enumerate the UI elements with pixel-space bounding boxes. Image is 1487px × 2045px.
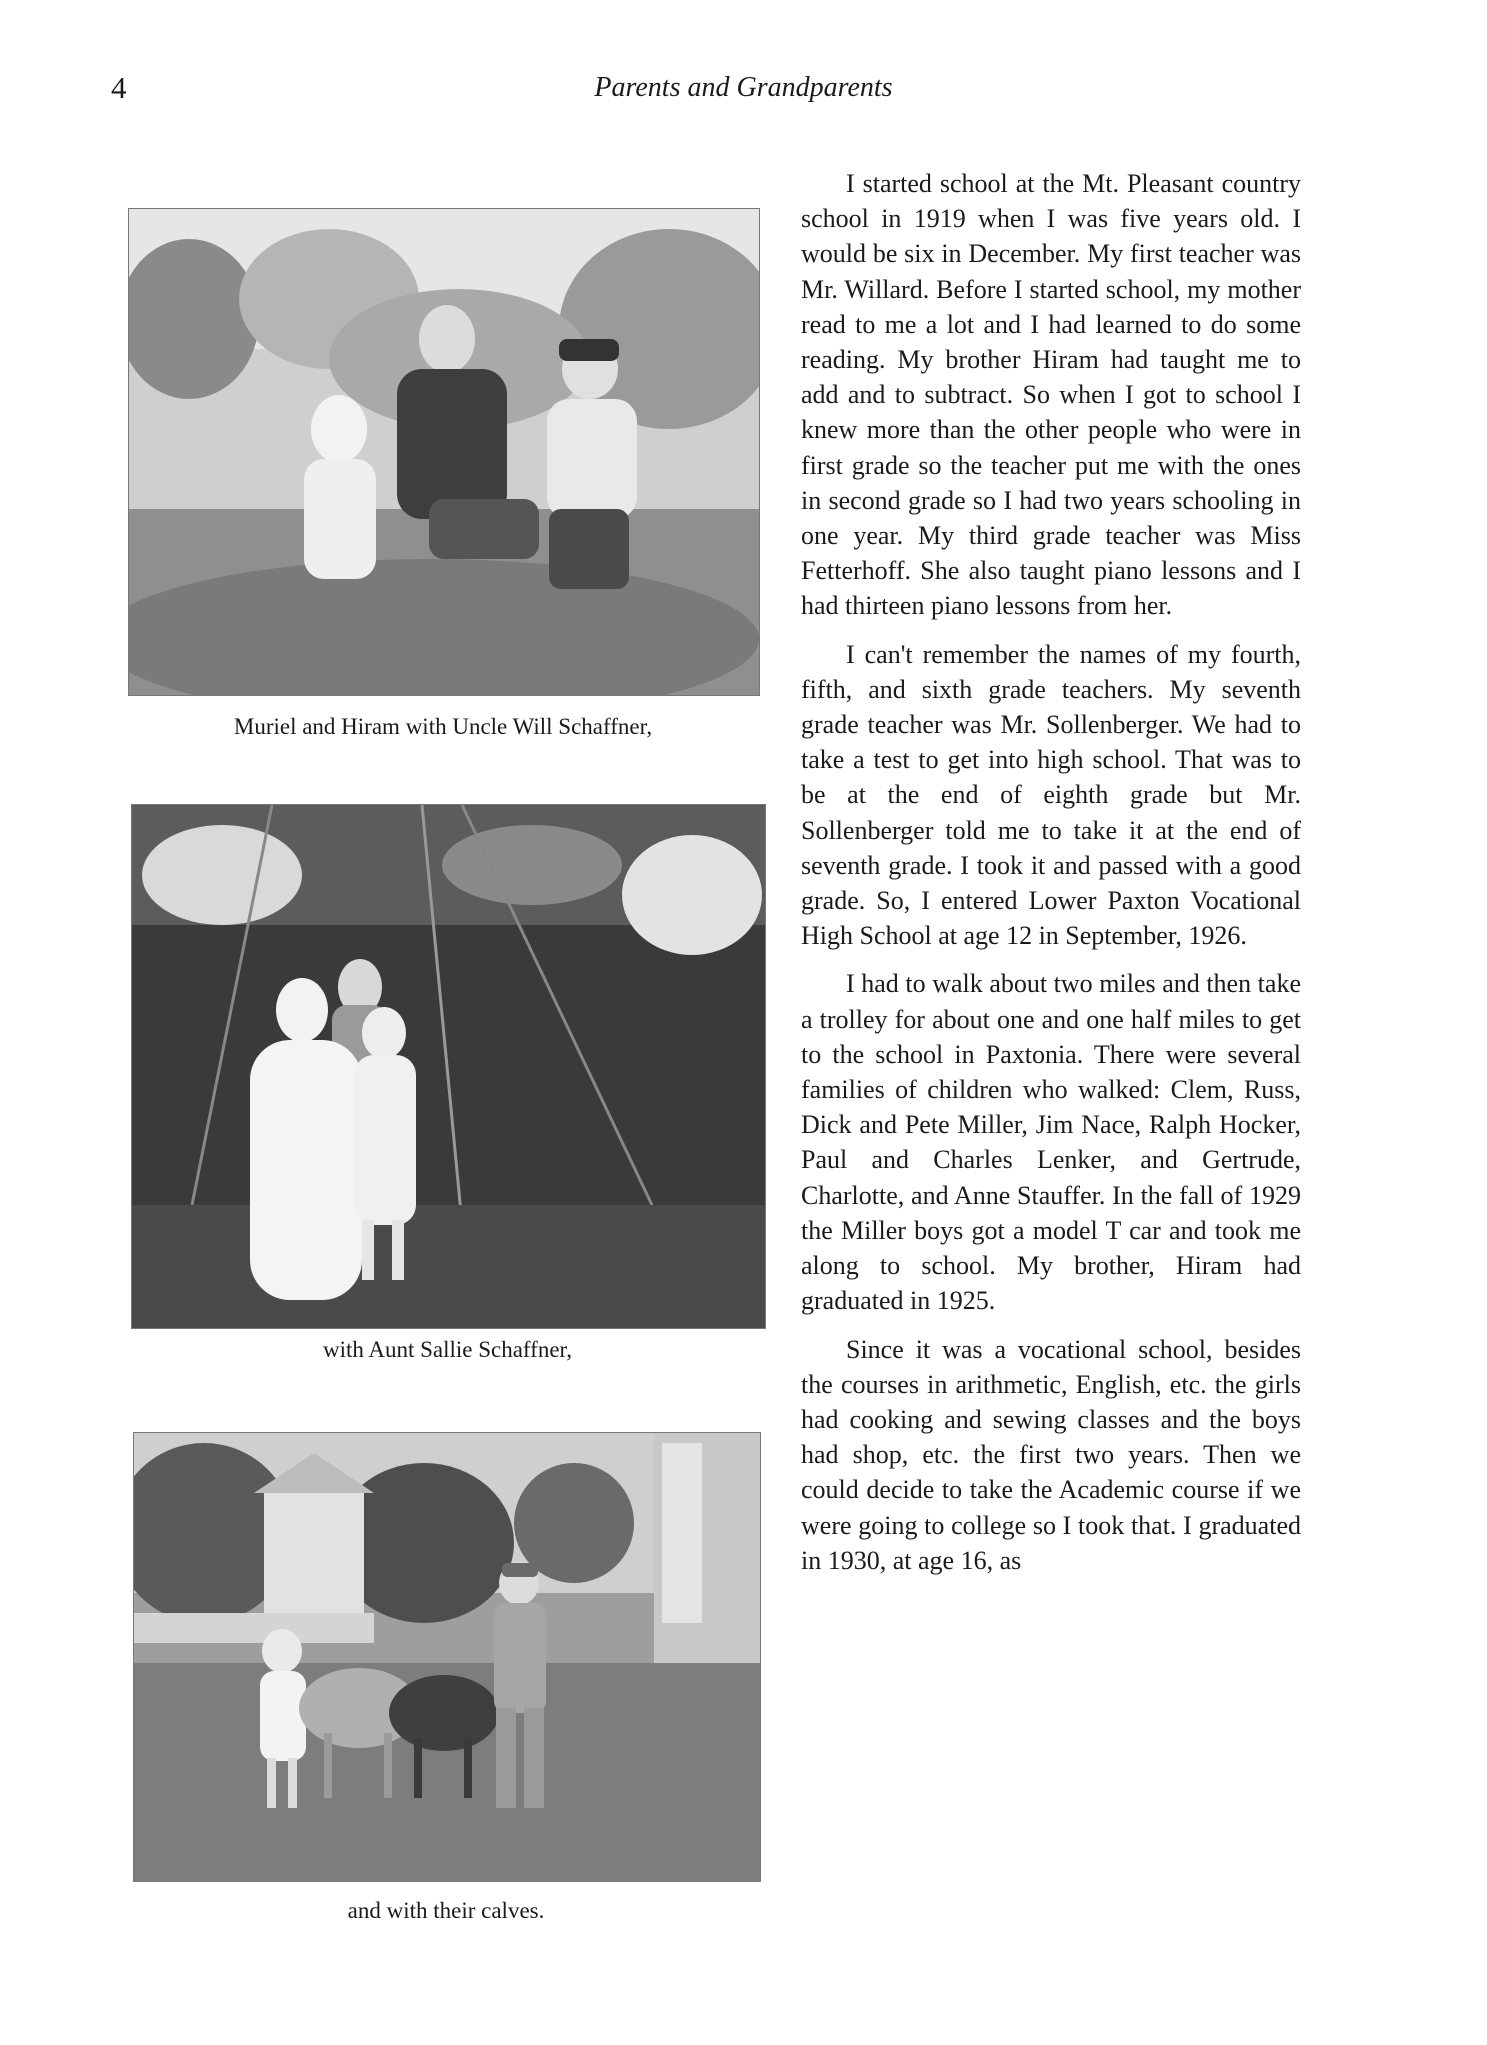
photo-caption: with Aunt Sallie Schaffner, bbox=[322, 1337, 573, 1362]
page-number: 4 bbox=[111, 70, 127, 105]
photo-uncle-will-with-children bbox=[128, 208, 760, 696]
photo-caption: Muriel and Hiram with Uncle Will Schaffner, bbox=[233, 714, 653, 739]
photo-caption: and with their calves. bbox=[347, 1898, 545, 1923]
paragraph: Since it was a vocational school, besides the courses in arithmetic, English, etc. the girls had cooking and sewing classes and the boys had shop, etc. the first two years. Then we could decide to take the Academic course if we were going to college so I took that. I graduated in 1930, at age 16, as bbox=[801, 1334, 1301, 1575]
paragraph: I can't remember the names of my fourth, fifth, and sixth grade teachers. My seventh grade teacher was Mr. Sollenberger. We had to take a test to get into high school. That was to be at the end of eighth grade but Mr. Sollenberger told me to take it at the end of seventh grade. I took it and passed with a good grade. So, I entered Lower Paxton Vocational High School at age 12 in September, 1926. bbox=[801, 639, 1301, 951]
paragraph: I had to walk about two miles and then take a trolley for about one and one half miles to get to the school in Paxtonia. There were several families of children who walked: Clem, Russ, Dick and Pete Miller, Jim Nace, Ralph Hocker, Paul and Charles Lenker, and Gertrude, Charlotte, and Anne Stauffer. In the fall of 1929 the Miller boys got a model T car and took me along to school. My brother, Hiram had graduated in 1925. bbox=[801, 969, 1301, 1316]
body-text bbox=[801, 166, 1301, 1591]
paragraph: I started school at the Mt. Pleasant country school in 1919 when I was five years old. I would be six in December. My first teacher was Mr. Willard. Before I started school, my mother read to me a lot and I had learned to do some reading. My brother Hiram had taught me to add and to subtract. So when I got to school I knew more than the other people who were in first grade so the teacher put me with the ones in second grade so I had two years schooling in one year. My third grade teacher was Miss Fetterhoff. She also taught piano lessons and I had thirteen piano lessons from her. bbox=[801, 169, 1301, 621]
photo-aunt-sallie-with-children bbox=[131, 804, 766, 1329]
running-title: Parents and Grandparents bbox=[594, 72, 893, 103]
photo-children-with-calves bbox=[133, 1432, 761, 1882]
